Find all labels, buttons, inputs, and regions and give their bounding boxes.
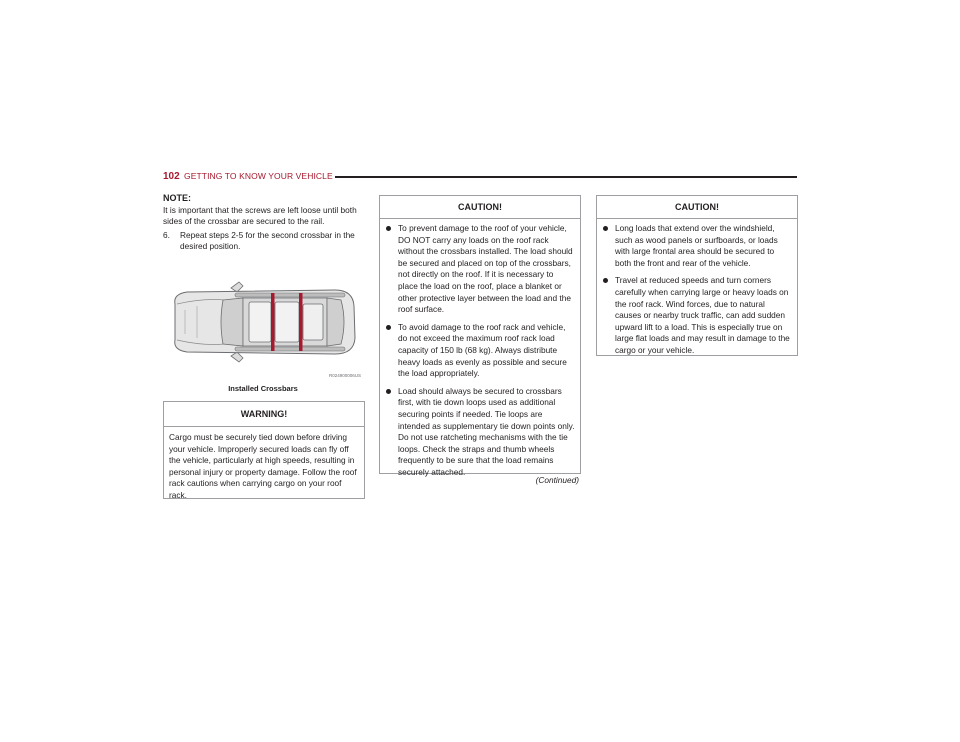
caution-bullet [602, 223, 792, 269]
warning-text: Cargo must be securely tied down before driving your vehicle. Improperly secured loads can fly off the vehicle, particularly at high speeds, resulting in personal injury or property damage. Follow the roof rack cautions when carrying cargo on your roof rack. [169, 432, 357, 500]
caution-text: Long loads that extend over the windshield, such as wood panels or surfboards, or loads with large frontal area should be secured to both the front and rear of the vehicle. [615, 223, 778, 268]
page-header [163, 171, 797, 185]
page-number: 102 [163, 171, 180, 182]
bullet-icon [386, 325, 391, 330]
section-title: GETTING TO KNOW YOUR VEHICLE [184, 171, 333, 181]
left-column [163, 193, 363, 253]
warning-title: WARNING! [164, 402, 364, 427]
step-text: Repeat steps 2-5 for the second crossbar in the desired position. [180, 229, 355, 252]
caution-bullet [385, 386, 575, 479]
caution-text: Load should always be secured to crossbars first, with tie down loops used as additional securing points if needed. Tie loops are intended as supplementary tie down points only. Do not use ratcheting mechanisms with the tie loops. Check the straps and thumb wheels frequently to be sure that the load remains securely attached. [398, 385, 575, 477]
caution-bullet [385, 322, 575, 380]
note-label: NOTE: [163, 193, 191, 203]
caution-box-2 [596, 195, 798, 356]
continued-label: (Continued) [535, 475, 579, 485]
caution-title-1: CAUTION! [380, 196, 580, 219]
vehicle-top-view-illustration [163, 280, 363, 380]
step-number: 6. [163, 229, 170, 240]
caution-bullet [385, 223, 575, 316]
installed-crossbars-figure [163, 280, 363, 395]
step-item [163, 230, 363, 253]
figure-code: R024900006US [328, 373, 361, 378]
bullet-icon [603, 278, 608, 283]
caution-bullet [602, 275, 792, 356]
bullet-icon [603, 226, 608, 231]
bullet-icon [386, 389, 391, 394]
caution-title-2: CAUTION! [597, 196, 797, 219]
crossbar-front [271, 293, 275, 351]
warning-box [163, 401, 365, 499]
header-rule [335, 176, 797, 178]
note-text: It is important that the screws are left loose until both sides of the crossbar are secured to the rail. [163, 204, 357, 227]
caution-text: To prevent damage to the roof of your vehicle, DO NOT carry any loads on the roof rack without the crossbars installed. The load should be secured and placed on top of the crossbars, not directly on the roof. If it is necessary to place the load on the roof, place a blanket or other protective layer between the load and the roof surface. [398, 223, 573, 315]
caution-text: Travel at reduced speeds and turn corners carefully when carrying large or heavy loads on the roof rack. Wind forces, due to natural causes or nearby truck traffic, can add sudden upward lift to a load. This is especially true on large flat loads and may result in damage to the cargo or your vehicle. [615, 275, 790, 355]
bullet-icon [386, 226, 391, 231]
crossbar-rear [299, 293, 303, 351]
caution-text: To avoid damage to the roof rack and vehicle, do not exceed the maximum roof rack load capacity of 150 lb (68 kg). Always distribute heavy loads as evenly as possible and secure the load appropriately. [398, 321, 567, 379]
caution-box-1 [379, 195, 581, 477]
figure-caption: Installed Crossbars [228, 384, 298, 393]
